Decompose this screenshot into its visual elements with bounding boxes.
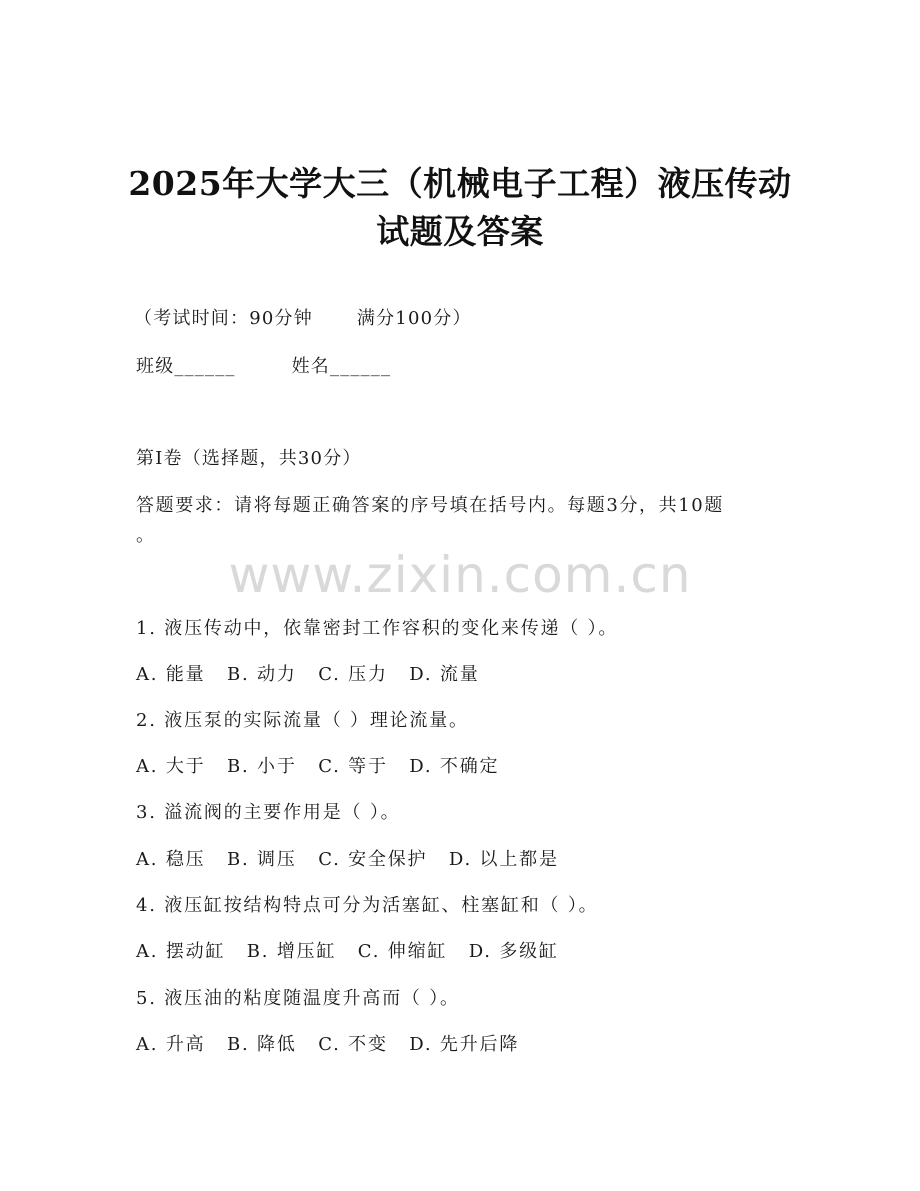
exam-full-score: 满分100分） [356, 308, 472, 329]
question-2-options [136, 752, 513, 778]
option-b: B. 增压缸 [246, 941, 337, 962]
answer-requirement-line-2: 。 [136, 525, 156, 546]
document-title-line-1: 2025年大学大三（机械电子工程）液压传动 [128, 164, 792, 203]
option-c: C. 压力 [318, 664, 388, 685]
question-3-options [136, 845, 573, 871]
option-d: D. 流量 [409, 664, 480, 685]
option-b: B. 降低 [226, 1034, 297, 1055]
option-a: A. 大于 [136, 756, 206, 777]
option-a: A. 摆动缸 [136, 941, 226, 962]
document-title-line-2: 试题及答案 [376, 212, 544, 251]
option-b: B. 动力 [226, 664, 297, 685]
option-d: D. 以上都是 [448, 849, 559, 870]
name-field: 姓名______ [291, 356, 392, 377]
student-fields [136, 352, 391, 378]
option-d: D. 多级缸 [468, 941, 559, 962]
option-d: D. 先升后降 [409, 1034, 520, 1055]
option-c: C. 等于 [318, 756, 388, 777]
class-field: 班级______ [136, 356, 236, 377]
option-d: D. 不确定 [409, 756, 500, 777]
option-a: A. 能量 [136, 664, 206, 685]
option-b: B. 小于 [226, 756, 297, 777]
option-a: A. 稳压 [136, 849, 206, 870]
question-5-options [136, 1030, 533, 1056]
question-4: 4. 液压缸按结构特点可分为活塞缸、柱塞缸和（ ）。 [136, 895, 599, 916]
exam-info [134, 304, 472, 330]
exam-time: （考试时间：90分钟 [134, 308, 313, 329]
question-4-options [136, 937, 573, 963]
question-2: 2. 液压泵的实际流量（ ）理论流量。 [136, 710, 469, 731]
section-heading: 第I卷（选择题，共30分） [136, 448, 362, 469]
question-1-options [136, 660, 494, 686]
option-a: A. 升高 [136, 1034, 206, 1055]
watermark: www.zixin.com.cn [228, 546, 692, 604]
answer-requirement-line-1: 答题要求：请将每题正确答案的序号填在括号内。每题3分，共10题 [136, 495, 724, 516]
option-b: B. 调压 [226, 849, 297, 870]
option-c: C. 伸缩缸 [357, 941, 448, 962]
question-5: 5. 液压油的粘度随温度升高而（ ）。 [136, 988, 460, 1009]
option-c: C. 安全保护 [318, 849, 428, 870]
option-c: C. 不变 [318, 1034, 388, 1055]
question-1: 1. 液压传动中，依靠密封工作容积的变化来传递（ ）。 [136, 618, 619, 639]
question-3: 3. 溢流阀的主要作用是（ ）。 [136, 802, 401, 823]
